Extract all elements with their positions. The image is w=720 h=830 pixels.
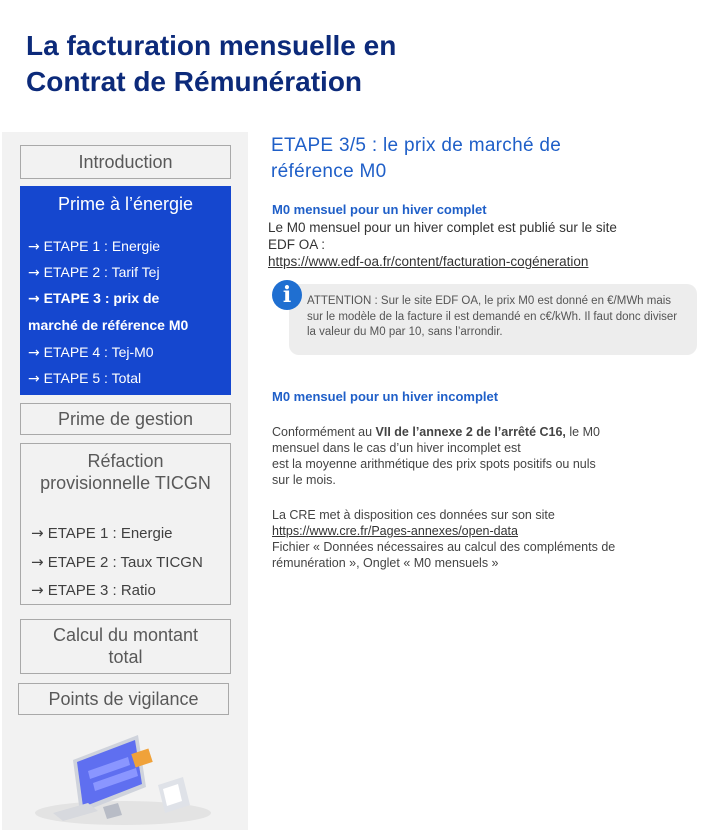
arrow-right-icon: → (28, 291, 40, 307)
prime-step-2-label: ETAPE 2 : Tarif Tej (39, 264, 160, 280)
prime-step-3-label: ETAPE 3 : prix de (39, 290, 160, 306)
nav-vigilance-label: Points de vigilance (48, 689, 199, 709)
page-title (26, 28, 396, 100)
refaction-step-1[interactable] (31, 522, 173, 545)
attention-callout (289, 284, 697, 355)
arrow-right-icon: → (31, 581, 44, 599)
nav-refaction[interactable] (20, 443, 231, 605)
arrow-right-icon: → (31, 553, 44, 571)
refaction-step-2[interactable] (31, 551, 203, 574)
nav-refaction-label-1: Réfaction (87, 451, 164, 471)
section1-text-line1: Le M0 mensuel pour un hiver complet est publié sur le site (268, 220, 617, 235)
arrow-right-icon: → (31, 524, 44, 542)
section2-title: M0 mensuel pour un hiver incomplet (272, 389, 499, 404)
arrow-right-icon: → (28, 345, 40, 361)
step-heading-line2: référence M0 (271, 161, 387, 182)
cre-line3: Fichier « Données nécessaires au calcul des compléments de (272, 540, 616, 554)
nav-prime-gestion[interactable] (20, 403, 231, 435)
section2-pre: Conformément au (272, 425, 376, 439)
prime-step-4-label: ETAPE 4 : Tej-M0 (39, 344, 154, 360)
cre-text (272, 507, 702, 571)
prime-step-1[interactable] (28, 238, 160, 255)
cre-link[interactable]: https://www.cre.fr/Pages-annexes/open-data (272, 524, 518, 538)
nav-prime-energie-active[interactable] (20, 186, 231, 395)
prime-step-1-label: ETAPE 1 : Energie (39, 238, 161, 254)
refaction-step-1-label: ETAPE 1 : Energie (43, 525, 173, 542)
prime-step-3-cont[interactable] (28, 317, 188, 333)
attention-text: ATTENTION : Sur le site EDF OA, le prix M0 est donné en €/MWh mais sur le modèle de la facture il est demandé en c€/kWh. Il faut donc diviser la valeur du M0 par 10, sans l’arrondir. (307, 295, 678, 338)
arrow-right-icon: → (28, 265, 40, 281)
section2-line4: sur le mois. (272, 473, 336, 487)
step-heading-line1: ETAPE 3/5 : le prix de marché de (271, 135, 562, 156)
section1-text-line2: EDF OA : (268, 237, 326, 252)
refaction-step-3-label: ETAPE 3 : Ratio (43, 582, 156, 599)
refaction-step-2-label: ETAPE 2 : Taux TICGN (43, 554, 203, 571)
prime-step-3[interactable] (28, 290, 159, 307)
page-title-line1: La facturation mensuelle en (26, 30, 397, 61)
nav-calcul-label-1: Calcul du montant (52, 625, 199, 645)
step-heading (271, 133, 671, 185)
edf-oa-link[interactable]: https://www.edf-oa.fr/content/facturation-cogéneration (268, 254, 589, 269)
arrow-right-icon: → (28, 239, 40, 255)
info-icon: i (272, 280, 302, 310)
section2-text (272, 424, 692, 488)
arrete-reference: VII de l’annexe 2 de l’arrêté C16, (375, 425, 566, 439)
nav-calcul-label-2: total (108, 647, 143, 667)
section2-line2: mensuel dans le cas d’un hiver incomplet est (272, 441, 521, 455)
nav-points-vigilance[interactable] (18, 683, 229, 715)
page-title-line2: Contrat de Rémunération (26, 66, 363, 97)
section1-title: M0 mensuel pour un hiver complet (272, 202, 487, 217)
section2-post: le M0 (565, 425, 600, 439)
nav-prime-gestion-label: Prime de gestion (57, 409, 194, 429)
prime-step-5-label: ETAPE 5 : Total (39, 370, 142, 386)
nav-refaction-label-2: provisionnelle TICGN (40, 473, 211, 493)
nav-introduction-label: Introduction (78, 152, 173, 172)
section2-line3: est la moyenne arithmétique des prix spots positifs ou nuls (272, 457, 596, 471)
computer-illustration (18, 715, 228, 830)
section1-text (268, 219, 698, 270)
nav-calcul-montant[interactable] (20, 619, 231, 674)
arrow-right-icon: → (28, 371, 40, 387)
prime-step-3-label-cont: marché de référence M0 (28, 317, 189, 333)
cre-line1: La CRE met à disposition ces données sur son site (272, 508, 555, 522)
nav-introduction[interactable] (20, 145, 231, 179)
cre-line4: rémunération », Onglet « M0 mensuels » (272, 556, 499, 570)
refaction-step-3[interactable] (31, 579, 156, 602)
prime-step-4[interactable] (28, 344, 154, 361)
prime-step-2[interactable] (28, 264, 160, 281)
nav-prime-energie-label: Prime à l’énergie (57, 194, 194, 214)
prime-step-5[interactable] (28, 370, 141, 387)
